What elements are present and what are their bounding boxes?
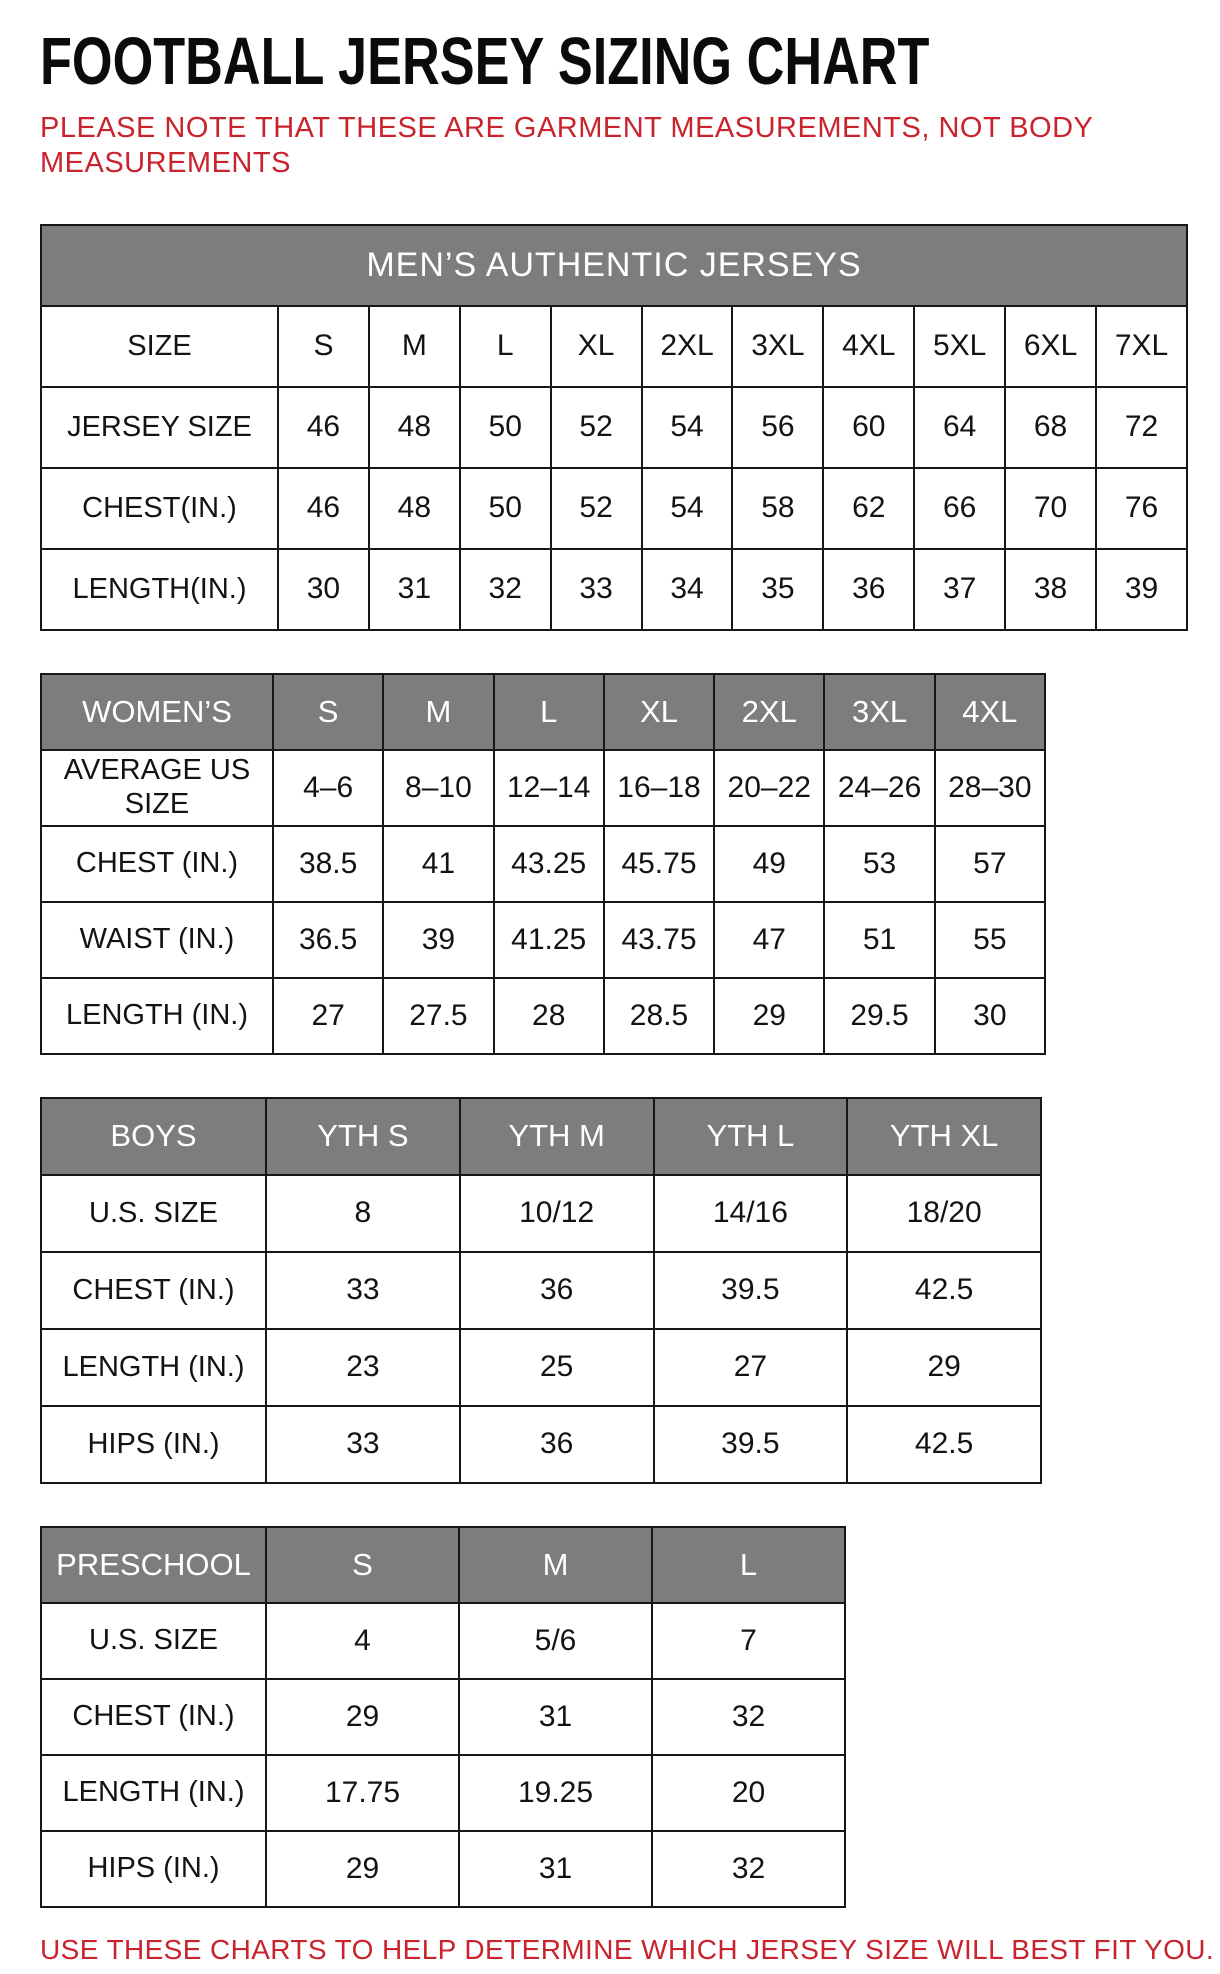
table-header-row xyxy=(41,1098,1041,1175)
value-cell: 38.5 xyxy=(273,826,383,902)
row-label-cell: LENGTH (IN.) xyxy=(41,1755,266,1831)
value-cell: 28 xyxy=(494,978,604,1054)
row-label-cell: HIPS (IN.) xyxy=(41,1406,266,1483)
value-cell: 70 xyxy=(1005,468,1096,549)
value-cell: 39.5 xyxy=(654,1252,848,1329)
value-cell: 33 xyxy=(551,549,642,630)
size-header-cell: YTH XL xyxy=(847,1098,1041,1175)
value-cell: 62 xyxy=(823,468,914,549)
value-cell: 29 xyxy=(847,1329,1041,1406)
table-row xyxy=(41,1679,845,1755)
value-cell: 5XL xyxy=(914,306,1005,387)
table-row xyxy=(41,1406,1041,1483)
table-row xyxy=(41,1831,845,1907)
value-cell: 10/12 xyxy=(460,1175,654,1252)
table-row xyxy=(41,1252,1041,1329)
value-cell: 7 xyxy=(652,1603,845,1679)
value-cell: 27.5 xyxy=(383,978,493,1054)
table-row xyxy=(41,1755,845,1831)
value-cell: 27 xyxy=(273,978,383,1054)
value-cell: 33 xyxy=(266,1252,460,1329)
value-cell: 7XL xyxy=(1096,306,1187,387)
value-cell: 57 xyxy=(935,826,1045,902)
table-row xyxy=(41,1603,845,1679)
row-label-cell: JERSEY SIZE xyxy=(41,387,278,468)
row-label-cell: CHEST (IN.) xyxy=(41,826,273,902)
row-label-cell: WAIST (IN.) xyxy=(41,902,273,978)
preschool-sizing-table xyxy=(40,1526,846,1908)
value-cell: 72 xyxy=(1096,387,1187,468)
row-label-cell: LENGTH (IN.) xyxy=(41,1329,266,1406)
value-cell: 6XL xyxy=(1005,306,1096,387)
header-label-cell: PRESCHOOL xyxy=(41,1527,266,1603)
value-cell: 25 xyxy=(460,1329,654,1406)
value-cell: 50 xyxy=(460,468,551,549)
table-row xyxy=(41,978,1045,1054)
value-cell: 31 xyxy=(459,1679,652,1755)
value-cell: 41 xyxy=(383,826,493,902)
value-cell: 33 xyxy=(266,1406,460,1483)
value-cell: 41.25 xyxy=(494,902,604,978)
mens-authentic-jerseys-table xyxy=(40,224,1188,631)
value-cell: 12–14 xyxy=(494,750,604,826)
value-cell: M xyxy=(369,306,460,387)
value-cell: 20–22 xyxy=(714,750,824,826)
value-cell: 49 xyxy=(714,826,824,902)
value-cell: XL xyxy=(551,306,642,387)
value-cell: 39 xyxy=(383,902,493,978)
value-cell: 58 xyxy=(732,468,823,549)
value-cell: 29 xyxy=(266,1679,459,1755)
value-cell: 29 xyxy=(714,978,824,1054)
value-cell: 36 xyxy=(460,1252,654,1329)
table-header-row xyxy=(41,674,1045,750)
row-label-cell: U.S. SIZE xyxy=(41,1175,266,1252)
size-header-cell: 2XL xyxy=(714,674,824,750)
table-row xyxy=(41,306,1187,387)
row-label-cell: U.S. SIZE xyxy=(41,1603,266,1679)
value-cell: 28.5 xyxy=(604,978,714,1054)
size-header-cell: M xyxy=(459,1527,652,1603)
value-cell: 56 xyxy=(732,387,823,468)
value-cell: 31 xyxy=(369,549,460,630)
value-cell: 2XL xyxy=(642,306,733,387)
value-cell: 55 xyxy=(935,902,1045,978)
value-cell: 35 xyxy=(732,549,823,630)
value-cell: 4 xyxy=(266,1603,459,1679)
value-cell: 50 xyxy=(460,387,551,468)
value-cell: 43.75 xyxy=(604,902,714,978)
row-label-cell: CHEST (IN.) xyxy=(41,1252,266,1329)
value-cell: 16–18 xyxy=(604,750,714,826)
row-label-cell: LENGTH(IN.) xyxy=(41,549,278,630)
row-label-cell: CHEST(IN.) xyxy=(41,468,278,549)
value-cell: 48 xyxy=(369,387,460,468)
size-header-cell: YTH L xyxy=(654,1098,848,1175)
value-cell: 52 xyxy=(551,468,642,549)
value-cell: 43.25 xyxy=(494,826,604,902)
table-row xyxy=(41,1175,1041,1252)
womens-sizing-table xyxy=(40,673,1046,1055)
value-cell: 36.5 xyxy=(273,902,383,978)
value-cell: 27 xyxy=(654,1329,848,1406)
value-cell: 4XL xyxy=(823,306,914,387)
header-label-cell: WOMEN’S xyxy=(41,674,273,750)
size-header-cell: M xyxy=(383,674,493,750)
value-cell: 60 xyxy=(823,387,914,468)
value-cell: 48 xyxy=(369,468,460,549)
value-cell: 45.75 xyxy=(604,826,714,902)
value-cell: 20 xyxy=(652,1755,845,1831)
boys-sizing-table xyxy=(40,1097,1042,1484)
table-title-cell: MEN’S AUTHENTIC JERSEYS xyxy=(41,225,1187,306)
size-header-cell: L xyxy=(652,1527,845,1603)
value-cell: S xyxy=(278,306,369,387)
table-title-row xyxy=(41,225,1187,306)
table-row xyxy=(41,750,1045,826)
table-row xyxy=(41,549,1187,630)
table-row xyxy=(41,1329,1041,1406)
size-header-cell: YTH M xyxy=(460,1098,654,1175)
row-label-cell: SIZE xyxy=(41,306,278,387)
value-cell: 39 xyxy=(1096,549,1187,630)
value-cell: 38 xyxy=(1005,549,1096,630)
value-cell: 46 xyxy=(278,387,369,468)
value-cell: 51 xyxy=(824,902,934,978)
table-header-row xyxy=(41,1527,845,1603)
value-cell: 32 xyxy=(460,549,551,630)
value-cell: 54 xyxy=(642,468,733,549)
value-cell: 36 xyxy=(823,549,914,630)
size-header-cell: YTH S xyxy=(266,1098,460,1175)
value-cell: 46 xyxy=(278,468,369,549)
value-cell: 29.5 xyxy=(824,978,934,1054)
value-cell: 17.75 xyxy=(266,1755,459,1831)
page-title: FOOTBALL JERSEY SIZING CHART xyxy=(40,24,930,99)
value-cell: 24–26 xyxy=(824,750,934,826)
value-cell: 36 xyxy=(460,1406,654,1483)
value-cell: 3XL xyxy=(732,306,823,387)
value-cell: 39.5 xyxy=(654,1406,848,1483)
value-cell: 8 xyxy=(266,1175,460,1252)
value-cell: 28–30 xyxy=(935,750,1045,826)
value-cell: 42.5 xyxy=(847,1406,1041,1483)
value-cell: 52 xyxy=(551,387,642,468)
value-cell: 4–6 xyxy=(273,750,383,826)
value-cell: 5/6 xyxy=(459,1603,652,1679)
value-cell: 66 xyxy=(914,468,1005,549)
value-cell: 68 xyxy=(1005,387,1096,468)
value-cell: 76 xyxy=(1096,468,1187,549)
row-label-cell: LENGTH (IN.) xyxy=(41,978,273,1054)
size-header-cell: 4XL xyxy=(935,674,1045,750)
table-row xyxy=(41,902,1045,978)
value-cell: 30 xyxy=(278,549,369,630)
value-cell: 54 xyxy=(642,387,733,468)
value-cell: 19.25 xyxy=(459,1755,652,1831)
value-cell: L xyxy=(460,306,551,387)
value-cell: 37 xyxy=(914,549,1005,630)
value-cell: 8–10 xyxy=(383,750,493,826)
value-cell: 18/20 xyxy=(847,1175,1041,1252)
size-header-cell: XL xyxy=(604,674,714,750)
table-row xyxy=(41,826,1045,902)
value-cell: 34 xyxy=(642,549,733,630)
row-label-cell: HIPS (IN.) xyxy=(41,1831,266,1907)
garment-measurement-note: PLEASE NOTE THAT THESE ARE GARMENT MEASUREMENTS, NOT BODY MEASUREMENTS xyxy=(40,112,1093,180)
value-cell: 32 xyxy=(652,1679,845,1755)
value-cell: 23 xyxy=(266,1329,460,1406)
value-cell: 53 xyxy=(824,826,934,902)
value-cell: 14/16 xyxy=(654,1175,848,1252)
table-row xyxy=(41,387,1187,468)
value-cell: 30 xyxy=(935,978,1045,1054)
header-label-cell: BOYS xyxy=(41,1098,266,1175)
size-header-cell: L xyxy=(494,674,604,750)
table-row xyxy=(41,468,1187,549)
value-cell: 42.5 xyxy=(847,1252,1041,1329)
value-cell: 29 xyxy=(266,1831,459,1907)
value-cell: 32 xyxy=(652,1831,845,1907)
footer-note: USE THESE CHARTS TO HELP DETERMINE WHICH JERSEY SIZE WILL BEST FIT YOU. xyxy=(40,1933,1215,1965)
row-label-cell: CHEST (IN.) xyxy=(41,1679,266,1755)
size-header-cell: S xyxy=(273,674,383,750)
value-cell: 64 xyxy=(914,387,1005,468)
value-cell: 47 xyxy=(714,902,824,978)
size-header-cell: 3XL xyxy=(824,674,934,750)
row-label-cell: AVERAGE US SIZE xyxy=(41,750,273,826)
size-header-cell: S xyxy=(266,1527,459,1603)
value-cell: 31 xyxy=(459,1831,652,1907)
